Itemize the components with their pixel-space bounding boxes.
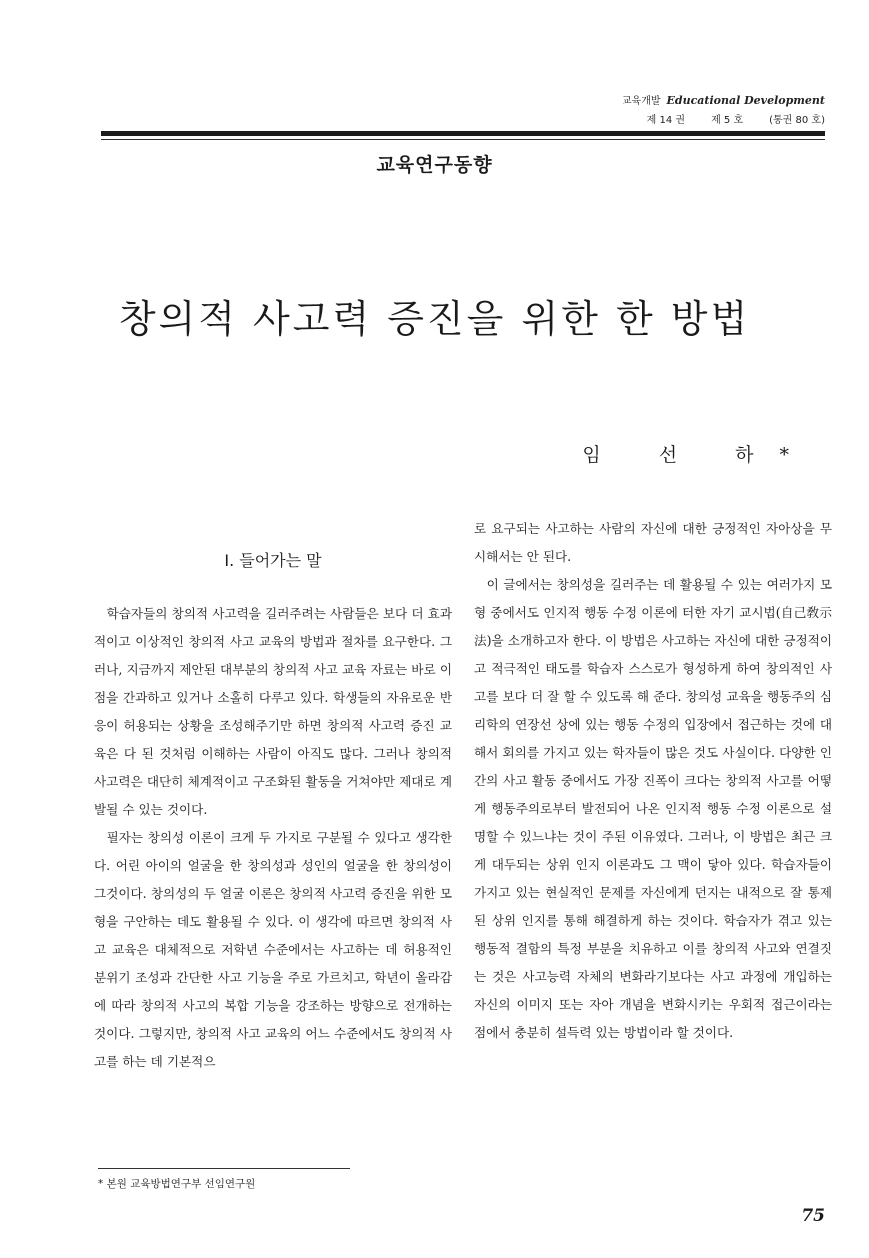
journal-volume: 제 14 권	[646, 115, 686, 126]
article-title: 창의적 사고력 증진을 위한 한 방법	[118, 297, 751, 341]
page-number: 75	[801, 1206, 825, 1226]
header-divider-thick	[101, 131, 825, 136]
header-divider-thin	[101, 139, 825, 140]
body-paragraph: 이 글에서는 창의성을 길러주는 데 활용될 수 있는 여러가지 모형 중에서도 인지적 행동 수정 이론에 터한 자기 교시법(自己敎示法)을 소개하고자 한다. 이 방법은 사고하는 자신에 대한 긍정적이고 적극적인 태도를 학습자 스스로가 형성하게 하여 창의적인 사고를 보다 더 잘 할 수 있도록 해 준다. 창의성 교육을 행동주의 심리학의 연장선 상에 있는 행동 수정의 입장에서 접근하는 것에 대해서 회의를 가지고 있는 학자들이 많은 것도 사실이다. 다양한 인간의 사고 활동 중에서도 가장 진폭이 크다는 창의적 사고를 어떻게 행동주의로부터 발전되어 나온 인지적 행동 수정 이론으로 설명할 수 있느냐는 것이 주된 이유였다. 그러나, 이 방법은 최근 크게 대두되는 상위 인지 이론과도 그 맥이 닿아 있다. 학습자들이 가지고 있는 현실적인 문제를 자신에게 던지는 내적으로 잘 통제된 상위 인지를 통해 해결하게 하는 것이다. 학습자가 겪고 있는 행동적 결함의 특정 부분을 치유하고 이를 창의적 사고와 연결짓는 것은 사고능력 자체의 변화라기보다는 사고 과정에 개입하는 자신의 이미지 또는 자아 개념을 변화시키는 우회적 접근이라는 점에서 충분히 설득력 있는 방법이라 할 것이다.	[474, 577, 832, 1040]
section-label: 교육연구동향	[376, 154, 493, 176]
section-heading: Ⅰ. 들어가는 말	[224, 551, 322, 570]
author-footnote: * 본원 교육방법연구부 선임연구원	[98, 1178, 256, 1190]
footnote-divider	[98, 1168, 350, 1169]
body-paragraph: 로 요구되는 사고하는 사람의 자신에 대한 긍정적인 자아상을 무시해서는 안 된다.	[474, 521, 832, 564]
journal-total-issue: (통권 80 호)	[769, 115, 825, 126]
body-column-right	[474, 515, 832, 1047]
journal-name-english: Educational Development	[666, 94, 825, 107]
journal-issue: 제 5 호	[711, 115, 744, 126]
journal-name-korean: 교육개발	[621, 96, 661, 107]
journal-header	[565, 92, 825, 126]
body-column-left	[94, 600, 452, 1076]
article-author: 임 선 하*	[582, 444, 815, 466]
body-paragraph: 필자는 창의성 이론이 크게 두 가지로 구분될 수 있다고 생각한다. 어린 아이의 얼굴을 한 창의성과 성인의 얼굴을 한 창의성이 그것이다. 창의성의 두 얼굴 이론은 창의적 사고력 증진을 위한 모형을 구안하는 데도 활용될 수 있다. 이 생각에 따르면 창의적 사고 교육은 대체적으로 저학년 수준에서는 사고하는 데 허용적인 분위기 조성과 간단한 사고 기능을 주로 가르치고, 학년이 올라감에 따라 창의적 사고의 복합 기능을 강조하는 방향으로 전개하는 것이다. 그렇지만, 창의적 사고 교육의 어느 수준에서도 창의적 사고를 하는 데 기본적으	[94, 830, 452, 1069]
body-paragraph: 학습자들의 창의적 사고력을 길러주려는 사람들은 보다 더 효과적이고 이상적인 창의적 사고 교육의 방법과 절차를 요구한다. 그러나, 지금까지 제안된 대부분의 창의적 사고 교육 자료는 바로 이 점을 간과하고 있거나 소홀히 다루고 있다. 학생들의 자유로운 반응이 허용되는 상황을 조성해주기만 하면 창의적 사고력 증진 교육은 다 된 것처럼 이해하는 사람이 아직도 많다. 그러나 창의적 사고력은 대단히 체계적이고 구조화된 활동을 거쳐야만 제대로 계발될 수 있는 것이다.	[94, 606, 452, 817]
